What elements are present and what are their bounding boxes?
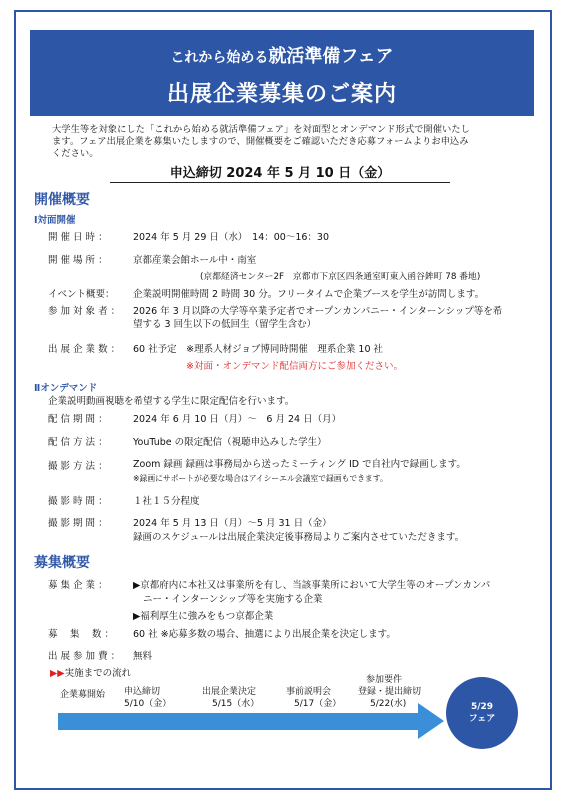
value-shoot-method: Zoom 録画 録画は事務局から送ったミーティング ID で自社内で録画します。 bbox=[133, 459, 466, 470]
flow-step-5-date: 5/22(水) bbox=[370, 699, 407, 709]
shoot-period-note: 録画のスケジュールは出展企業決定後事務局よりご案内させていただきます。 bbox=[133, 532, 465, 543]
value-venue: 京都産業会館ホール中・南室 bbox=[133, 255, 257, 266]
subheading-on-demand: Ⅱオンデマンド bbox=[34, 383, 98, 394]
value-shoot-period: 2024 年 5 月 13 日（月）～5 月 31 日（金） bbox=[133, 518, 332, 529]
value-count: 60 社予定 ※理系人材ジョブ博同時開催 理系企業 10 社 bbox=[133, 344, 384, 355]
fair-label: フェア bbox=[468, 714, 496, 724]
flow-step-3: 出展企業決定 bbox=[202, 687, 257, 697]
fair-date-circle bbox=[446, 677, 518, 749]
label-venue: 開 催 場 所 ： bbox=[48, 255, 108, 266]
banner-title: 出展企業募集のご案内 bbox=[166, 82, 397, 107]
shoot-method-note: ※録画にサポートが必要な場合はアイシーエル会議室で録画もできます。 bbox=[133, 474, 388, 483]
flow-step-2-date: 5/10（金） bbox=[124, 699, 172, 709]
label-fee: 出 展 参 加 費 ： bbox=[48, 651, 121, 662]
value-venue-address: (京都経済センター2F 京都市下京区四条通室町東入函谷鉾町 78 番地) bbox=[200, 272, 481, 282]
label-companies: 募 集 企 業 ： bbox=[48, 580, 108, 591]
label-date: 開 催 日 時 ： bbox=[48, 232, 108, 243]
value-target-1: 2026 年 3 月以降の大学等卒業予定者でオープンカンパニー・インターンシップ等を希 bbox=[133, 306, 503, 317]
value-date: 2024 年 5 月 29 日（水） 14：00～16：30 bbox=[133, 232, 330, 243]
label-shoot-method: 撮 影 方 法 ： bbox=[48, 461, 108, 472]
label-number: 募 集 数 ： bbox=[48, 629, 115, 640]
value-fee: 無料 bbox=[133, 651, 153, 662]
banner-subtitle: これから始める就活準備フェア bbox=[170, 46, 394, 67]
label-target: 参 加 対 象 者 ： bbox=[48, 306, 121, 317]
on-demand-desc: 企業説明動画視聴を希望する学生に限定配信を行います。 bbox=[48, 396, 295, 407]
flow-step-5-extra: 参加要件 bbox=[366, 675, 403, 685]
intro-line-1: 大学生等を対象にした「これから始める就活準備フェア」を対面型とオンデマンド形式で開催いたし bbox=[52, 124, 470, 135]
flow-step-1: 企業募開始 bbox=[60, 690, 106, 700]
intro-line-3: ください。 bbox=[52, 148, 99, 159]
flow-step-2: 申込締切 bbox=[124, 687, 161, 697]
value-period: 2024 年 6 月 10 日（月）～ 6 月 24 日（月） bbox=[133, 414, 342, 425]
value-method: YouTube の限定配信（視聴申込みした学生） bbox=[133, 437, 327, 448]
label-method: 配 信 方 法 ： bbox=[48, 437, 108, 448]
flow-step-4-date: 5/17（金） bbox=[294, 699, 342, 709]
value-companies-1: ▶京都府内に本社又は事業所を有し、当該事業所において大学生等のオープンカンパ bbox=[133, 580, 491, 591]
section-heading-overview: 開催概要 bbox=[34, 192, 90, 208]
flow-step-3-date: 5/15（水） bbox=[212, 699, 260, 709]
flow-title: ▶▶実施までの流れ bbox=[50, 668, 132, 679]
label-count: 出 展 企 業 数 ： bbox=[48, 344, 121, 355]
label-shoot-period: 撮 影 期 間 ： bbox=[48, 518, 108, 529]
value-shoot-time: １社１５分程度 bbox=[133, 496, 200, 507]
value-companies-3: ▶福利厚生に強みをもつ京都企業 bbox=[133, 611, 274, 622]
section-heading-recruitment: 募集概要 bbox=[34, 555, 90, 571]
flow-step-5: 登録・提出締切 bbox=[358, 687, 422, 697]
label-shoot-time: 撮 影 時 間 ： bbox=[48, 496, 108, 507]
count-note: ※対面・オンデマンド配信両方にご参加ください。 bbox=[186, 361, 403, 372]
flow-step-4: 事前説明会 bbox=[286, 687, 332, 697]
deadline: 申込締切 2024 年 5 月 10 日（金） bbox=[110, 162, 450, 183]
value-target-2: 望する 3 回生以下の低回生（留学生含む） bbox=[133, 319, 317, 330]
label-event: イベント概要： bbox=[48, 289, 115, 300]
intro-line-2: ます。フェア出展企業を募集いたしますので、開催概要をご確認いただき応募フォームよりお申込み bbox=[52, 136, 469, 147]
value-companies-2: ニー・インターンシップ等を実施する企業 bbox=[143, 594, 323, 605]
fair-date: 5/29 bbox=[470, 702, 494, 712]
label-period: 配 信 期 間 ： bbox=[48, 414, 108, 425]
subheading-in-person: Ⅰ対面開催 bbox=[34, 215, 76, 226]
value-number: 60 社 ※応募多数の場合、抽選により出展企業を決定します。 bbox=[133, 629, 396, 640]
value-event: 企業説明開催時間 2 時間 30 分。フリータイムで企業ブースを学生が訪問します。 bbox=[133, 289, 485, 300]
